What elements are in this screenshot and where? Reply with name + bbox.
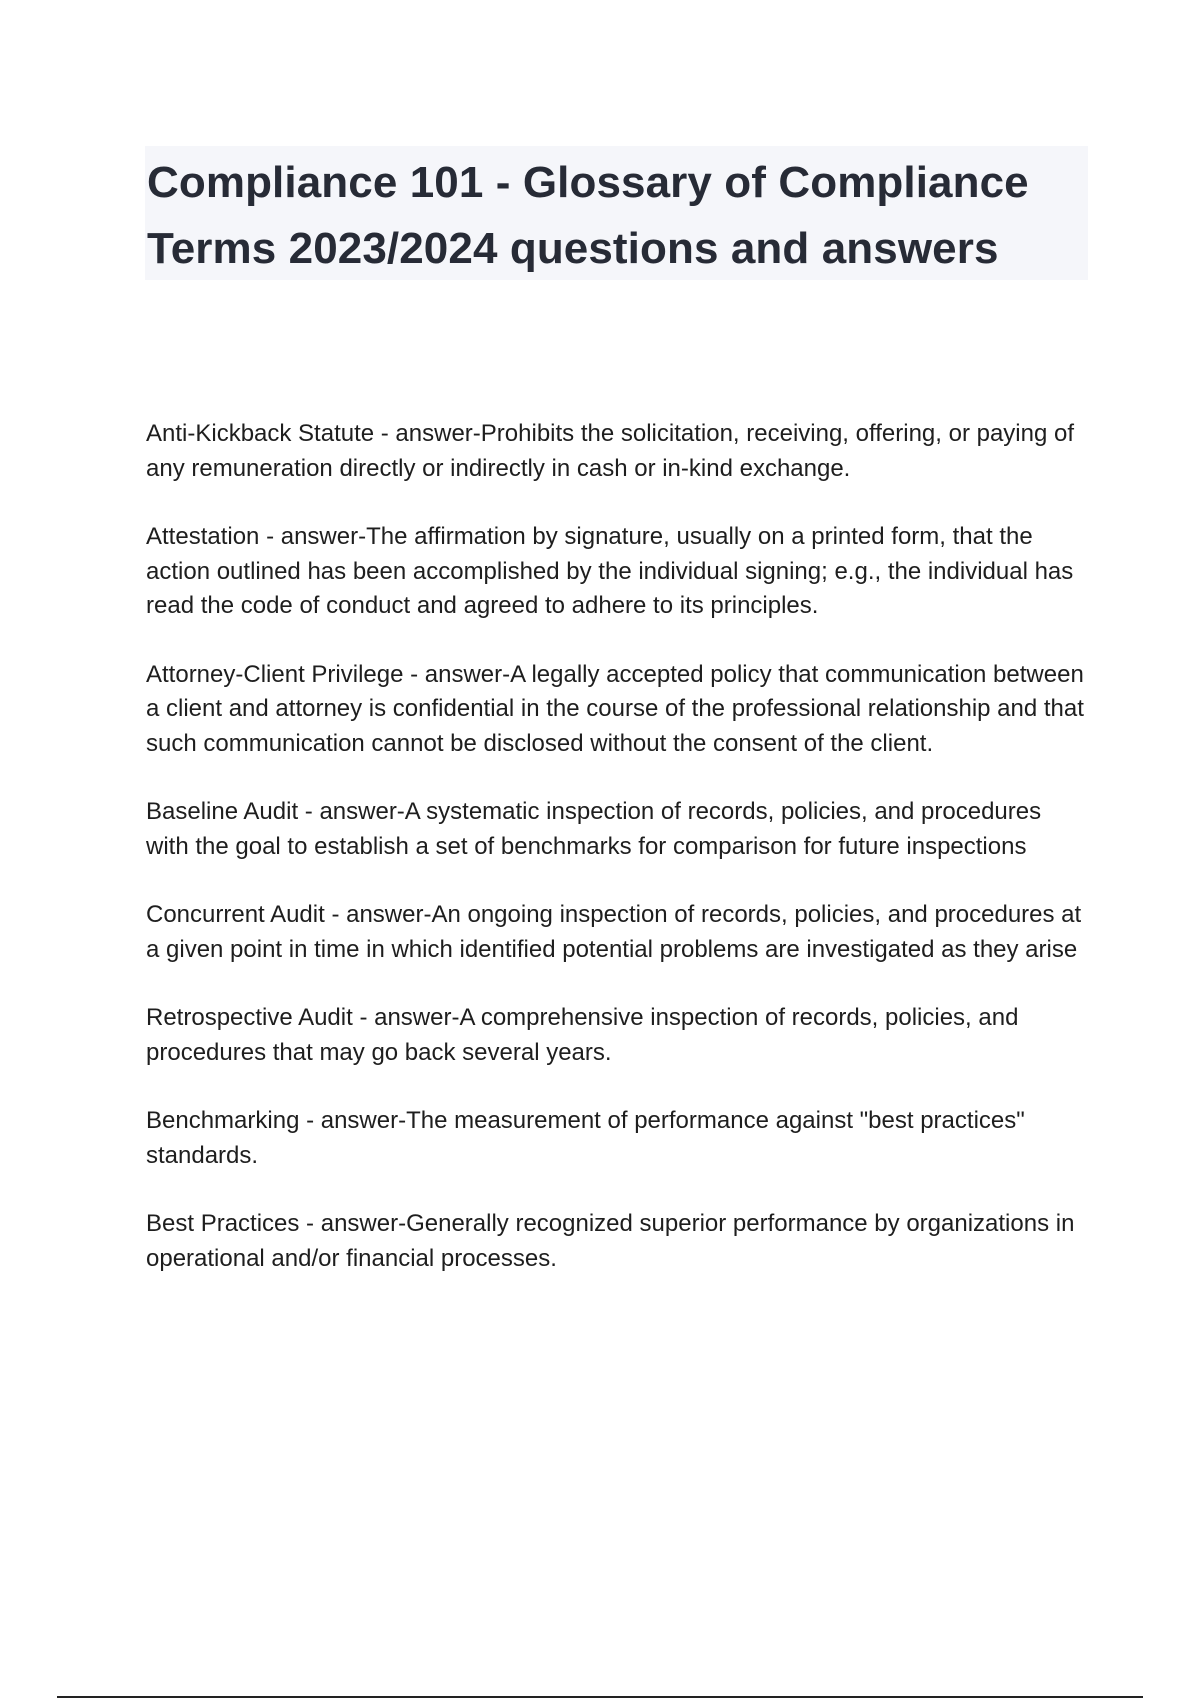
glossary-entry: Attorney-Client Privilege - answer-A legally accepted policy that communication between a client and attorney is confidential in the course of the professional relationship and that such communication cannot be disclosed without the consent of the client.	[146, 660, 1084, 757]
glossary-entry: Concurrent Audit - answer-An ongoing inspection of records, policies, and procedures at a given point in time in which identified potential problems are investigated as they arise	[146, 901, 1082, 963]
page-title: Compliance 101 - Glossary of Compliance Terms 2023/2024 questions and answers	[147, 158, 1029, 273]
glossary-entry: Benchmarking - answer-The measurement of performance against "best practices" standards.	[146, 1107, 1025, 1169]
glossary-entry: Best Practices - answer-Generally recognized superior performance by organizations in operational and/or financial processes.	[146, 1210, 1075, 1272]
glossary-entry: Attestation - answer-The affirmation by signature, usually on a printed form, that the action outlined has been accomplished by the individual signing; e.g., the individual has read the code of conduct and agreed to adhere to its principles.	[146, 523, 1074, 619]
glossary-list	[146, 417, 1086, 1310]
footer-divider	[57, 1696, 1143, 1698]
glossary-entry: Retrospective Audit - answer-A comprehensive inspection of records, policies, and procedures that may go back several years.	[146, 1004, 1019, 1066]
title-block	[145, 146, 1088, 280]
glossary-entry: Baseline Audit - answer-A systematic inspection of records, policies, and procedures with the goal to establish a set of benchmarks for comparison for future inspections	[146, 798, 1042, 860]
glossary-entry: Anti-Kickback Statute - answer-Prohibits the solicitation, receiving, offering, or paying of any remuneration directly or indirectly in cash or in-kind exchange.	[146, 420, 1075, 482]
